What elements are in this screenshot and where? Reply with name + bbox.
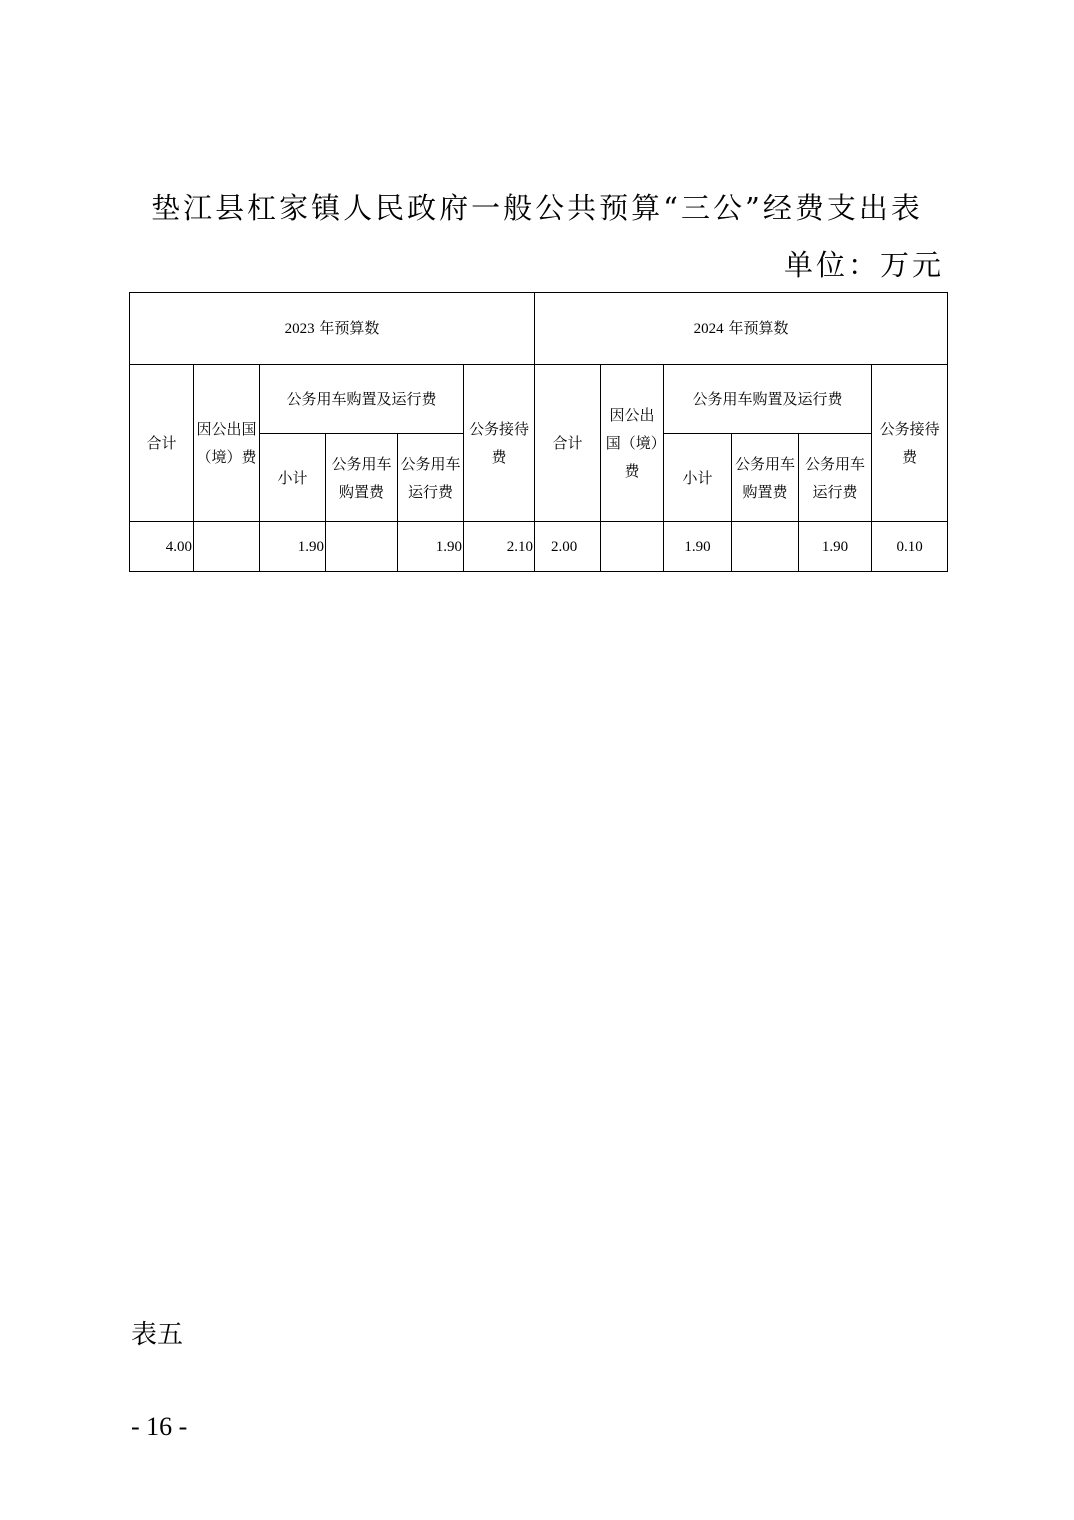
page-number: - 16 - — [131, 1412, 188, 1441]
header-2024-subtotal: 小计 — [664, 434, 732, 522]
unit-label: 单位：万元 — [783, 248, 944, 282]
year-2023: 2023 — [284, 321, 315, 337]
header-2023-abroad: 因公出国（境）费 — [194, 365, 260, 522]
header-2024-vehicle-group: 公务用车购置及运行费 — [664, 365, 872, 434]
header-2024-abroad: 因公出国（境）费 — [601, 365, 664, 522]
cell-2024-vehicle-operation: 1.90 — [799, 522, 872, 572]
header-2024-reception: 公务接待费 — [872, 365, 948, 522]
header-2023-total: 合计 — [130, 365, 194, 522]
year-2024-label: 年预算数 — [728, 319, 789, 337]
cell-2023-subtotal: 1.90 — [260, 522, 326, 572]
cell-2023-total: 4.00 — [130, 522, 194, 572]
header-2024-total: 合计 — [535, 365, 601, 522]
document-title: 垫江县杠家镇人民政府一般公共预算“三公”经费支出表 — [151, 191, 923, 225]
header-2023-vehicle-group: 公务用车购置及运行费 — [260, 365, 464, 434]
data-row — [130, 522, 948, 572]
cell-2024-reception: 0.10 — [872, 522, 948, 572]
header-2023-budget — [130, 293, 535, 365]
header-2023-subtotal: 小计 — [260, 434, 326, 522]
header-2023-reception: 公务接待费 — [464, 365, 535, 522]
cell-2023-abroad — [194, 522, 260, 572]
year-2024: 2024 — [693, 321, 724, 337]
table-label: 表五 — [131, 1320, 184, 1350]
cell-2024-vehicle-purchase — [732, 522, 799, 572]
cell-2024-abroad — [601, 522, 664, 572]
cell-2023-vehicle-purchase — [326, 522, 398, 572]
cell-2023-reception: 2.10 — [464, 522, 535, 572]
year-header-row — [130, 293, 948, 365]
header-2023-vehicle-operation: 公务用车运行费 — [398, 434, 464, 522]
header-2024-budget — [535, 293, 948, 365]
three-public-expenses-table — [129, 292, 948, 572]
cell-2024-total: 2.00 — [535, 522, 601, 572]
header-2024-vehicle-operation: 公务用车运行费 — [799, 434, 872, 522]
cell-2024-subtotal: 1.90 — [664, 522, 732, 572]
cell-2023-vehicle-operation: 1.90 — [398, 522, 464, 572]
category-header-row — [130, 365, 948, 434]
header-2024-vehicle-purchase: 公务用车购置费 — [732, 434, 799, 522]
year-2023-label: 年预算数 — [319, 319, 380, 337]
header-2023-vehicle-purchase: 公务用车购置费 — [326, 434, 398, 522]
